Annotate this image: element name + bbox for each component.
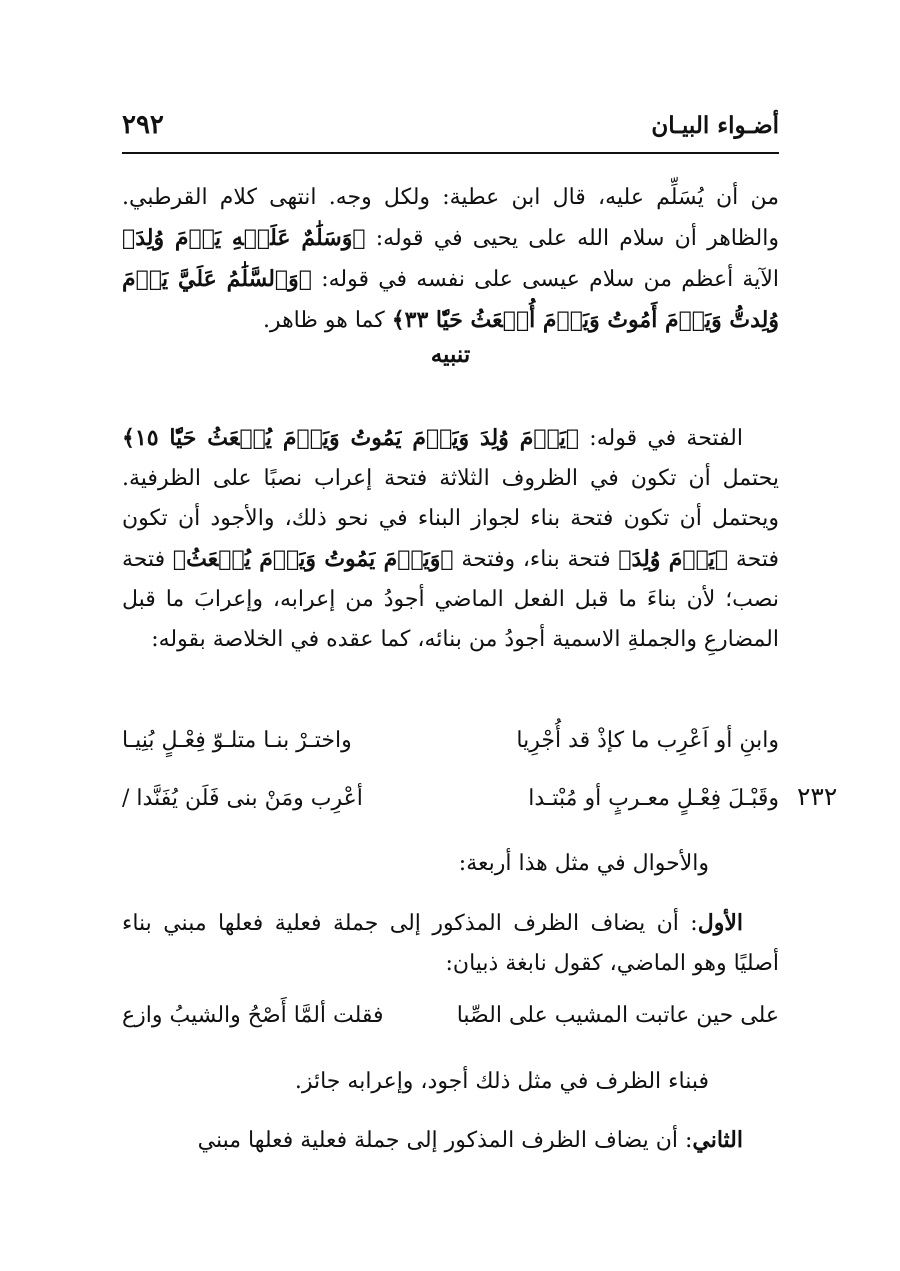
poem-line (122, 1003, 779, 1045)
poem-hemistich: فقلت ألمَّا أَصْحُ والشيبُ وازع (122, 1003, 384, 1028)
poem-hemistich: وقَبْـلَ فِعْـلٍ معـربٍ أو مُبْتـدا (528, 786, 779, 811)
states-intro-text: والأحوال في مثل هذا أربعة: (458, 851, 709, 876)
states-intro (122, 844, 779, 884)
poem-hemistich: واختـرْ بنـا متلـوّ فِعْـلٍ بُنِيـا (122, 728, 352, 753)
poem-hemistich: وابنِ أو اَعْرِب ما كإذْ قد أُجْرِيا (516, 728, 779, 753)
page-number: ٢٩٢ (122, 110, 164, 140)
quran-verse: ﴿وَٱلسَّلَٰمُ عَلَيَّ يَوۡمَ وُلِدتُّ وَيَوۡمَ أَمُوتُ وَيَوۡمَ أُبۡعَثُ حَيّٗا ٣٣﴾ (122, 266, 779, 333)
first-state-conclusion (122, 1062, 779, 1102)
poem-hemistich: على حين عاتبت المشيب على الصِّبا (456, 1003, 779, 1028)
paragraph-text: كما هو ظاهر. (262, 308, 392, 333)
paragraph-fatha-analysis (122, 418, 779, 660)
paragraph-text: الفتحة في قوله: (579, 426, 743, 451)
quran-verse: ﴿يَوۡمَ وُلِدَ وَيَوۡمَ يَمُوتُ وَيَوۡمَ يُبۡعَثُ حَيّٗا ١٥﴾ (122, 425, 580, 451)
page-header (122, 108, 779, 154)
paragraph-text: فتحة بناء، وفتحة (453, 547, 619, 572)
quran-verse: ﴿وَسَلَٰمٌ عَلَيۡهِ يَوۡمَ وُلِدَ﴾ (122, 225, 366, 251)
paragraph-second-state (122, 1120, 779, 1161)
paragraph-text: الآية أعظم من سلام عيسى على نفسه في قوله: (311, 267, 780, 292)
paragraph-first-state (122, 903, 779, 984)
paragraph-quote-conclusion (122, 178, 779, 341)
poem-line (122, 786, 779, 828)
quran-verse: ﴿يَوۡمَ وُلِدَ﴾ (618, 546, 729, 572)
conclusion-text: فبناء الظرف في مثل ذلك أجود، وإعرابه جائز. (294, 1069, 709, 1094)
poem-line (122, 728, 779, 770)
paragraph-text: من أن يُسَلِّم عليه، قال ابن عطية: ولكل وجه. انتهى كلام القرطبي. والظاهر أن سلام الله على يحيى في قوله: (122, 185, 780, 251)
margin-page-reference: ٢٣٢ (797, 782, 838, 811)
first-state-label: الأول (697, 910, 743, 936)
book-title: أضـواء البيـان (651, 112, 779, 139)
paragraph-text: فتحة نصب؛ لأن بناءَ ما قبل الفعل الماضي أجودُ من إعرابه، وإعرابَ ما قبل المضارعِ والجملةِ الاسمية أجودُ من بنائه، كما عقده في الخلاصة بقوله: (122, 547, 779, 652)
paragraph-text: : أن يضاف الظرف المذكور إلى جملة فعلية فعلها مبني بناء أصليًا وهو الماضي، كقول نابغة ذبيان: (122, 911, 779, 976)
poem-hemistich: أعْرِب ومَنْ بنى فَلَن يُفَنَّدا / (122, 786, 363, 811)
paragraph-text: : أن يضاف الظرف المذكور إلى جملة فعلية فعلها مبني (197, 1128, 693, 1153)
quran-verse: ﴿وَيَوۡمَ يَمُوتُ وَيَوۡمَ يُبۡعَثُ﴾ (172, 546, 454, 572)
section-title: تنبيه (430, 341, 471, 368)
second-state-label: الثاني (692, 1127, 743, 1153)
paragraph-text: يحتمل أن تكون في الظروف الثلاثة فتحة إعراب نصبًا على الظرفية. ويحتمل أن تكون فتحة بناء لجواز البناء في نحو ذلك، والأجود أن تكون فتحة (122, 466, 779, 572)
